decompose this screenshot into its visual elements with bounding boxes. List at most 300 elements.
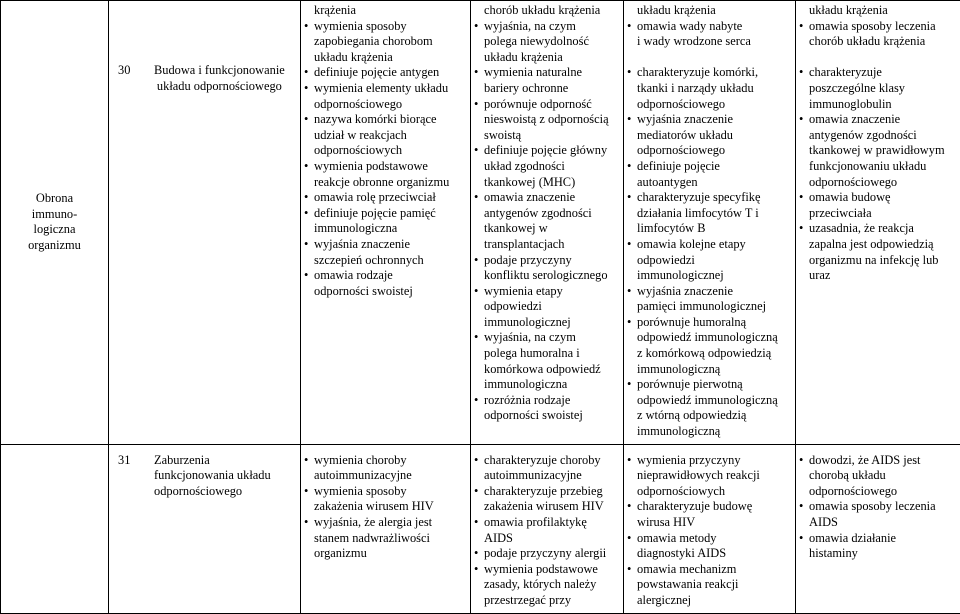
- requirement-text: przeciwciała: [809, 206, 872, 220]
- requirement-text: charakteryzuje specyfikę: [637, 190, 761, 204]
- requirement-text: odpornościowych: [314, 143, 402, 157]
- requirement-line: [474, 65, 620, 81]
- requirement-text: porównuje odporność: [484, 97, 592, 111]
- requirement-line: [304, 112, 467, 128]
- requirement-text: układu krążenia: [484, 50, 563, 64]
- requirement-text: komórkowa odpowiedź: [484, 362, 601, 376]
- requirement-text: omawia znaczenie: [809, 112, 900, 126]
- requirement-line: [627, 65, 792, 81]
- requirement-text: bariery ochronne: [484, 81, 568, 95]
- requirement-line: [474, 159, 620, 175]
- requirement-line: [799, 19, 957, 35]
- topic-line: odpornościowego: [154, 484, 271, 500]
- requirement-line: [474, 362, 620, 378]
- requirement-line: [474, 34, 620, 50]
- requirement-line: [627, 159, 792, 175]
- requirement-line: [304, 499, 467, 515]
- requirement-line: [799, 237, 957, 253]
- requirement-line: [627, 221, 792, 237]
- bullet-icon: •: [627, 562, 637, 578]
- requirements-cell-3: [796, 444, 960, 613]
- bullet-icon: •: [304, 515, 314, 531]
- requirement-line: [799, 3, 957, 19]
- requirement-text: omawia sposoby leczenia: [809, 19, 936, 33]
- requirement-line: [474, 577, 620, 593]
- requirement-line: [474, 468, 620, 484]
- requirement-line: [304, 468, 467, 484]
- requirement-text: podaje przyczyny: [484, 253, 572, 267]
- requirement-line: [799, 128, 957, 144]
- requirement-text: odpornościowego: [809, 484, 897, 498]
- requirement-text: wymienia etapy: [484, 284, 563, 298]
- requirement-line: [627, 515, 792, 531]
- requirement-line: [304, 190, 467, 206]
- bullet-icon: •: [304, 159, 314, 175]
- bullet-icon: •: [627, 531, 637, 547]
- section-title-line: organizmu: [4, 238, 105, 254]
- requirement-text: porównuje humoralną: [637, 315, 746, 329]
- requirement-line: [799, 484, 957, 500]
- requirements-cell-2: [624, 1, 796, 445]
- requirement-line: [627, 577, 792, 593]
- requirement-text: przestrzegać przy: [484, 593, 571, 607]
- requirement-line: [627, 190, 792, 206]
- requirement-text: wymienia naturalne: [484, 65, 582, 79]
- requirement-line: [474, 346, 620, 362]
- requirement-line: [474, 546, 620, 562]
- requirement-text: wyjaśnia, na czym: [484, 330, 576, 344]
- bullet-icon: •: [474, 393, 484, 409]
- bullet-icon: •: [304, 453, 314, 469]
- requirement-text: autoimmunizacyjne: [314, 468, 412, 482]
- bullet-icon: •: [799, 65, 809, 81]
- requirement-line: [304, 128, 467, 144]
- requirement-text: podaje przyczyny alergii: [484, 546, 606, 560]
- requirement-line: [474, 593, 620, 609]
- requirement-line: [304, 237, 467, 253]
- requirement-text: definiuje pojęcie antygen: [314, 65, 439, 79]
- topic-line: Zaburzenia: [154, 453, 271, 469]
- topic-line: funkcjonowania układu: [154, 468, 271, 484]
- requirement-line: [474, 268, 620, 284]
- requirement-text: omawia rolę przeciwciał: [314, 190, 436, 204]
- requirements-cell-3: [796, 1, 960, 445]
- requirement-line: [304, 19, 467, 35]
- requirement-line: [627, 143, 792, 159]
- requirement-text: stanem nadwrażliwości: [314, 531, 430, 545]
- bullet-icon: •: [627, 190, 637, 206]
- requirement-text: wyjaśnia znaczenie: [637, 284, 733, 298]
- requirements-cell-2: [624, 444, 796, 613]
- section-cell: [1, 1, 109, 445]
- requirement-text: poszczególne klasy: [809, 81, 905, 95]
- requirement-line: [627, 112, 792, 128]
- bullet-icon: •: [799, 190, 809, 206]
- requirement-line: [474, 112, 620, 128]
- requirement-line: [627, 3, 792, 19]
- requirement-text: konfliktu serologicznego: [484, 268, 608, 282]
- requirement-line: [474, 81, 620, 97]
- requirement-text: omawia budowę: [809, 190, 891, 204]
- bullet-icon: •: [474, 515, 484, 531]
- bullet-icon: •: [627, 377, 637, 393]
- requirement-text: nazywa komórki biorące: [314, 112, 436, 126]
- requirement-line: [474, 190, 620, 206]
- topic-line: układu odpornościowego: [154, 79, 285, 95]
- topic-line: Budowa i funkcjonowanie: [154, 63, 285, 79]
- requirement-line: [627, 531, 792, 547]
- requirement-line: [799, 65, 957, 81]
- requirement-line: [474, 330, 620, 346]
- requirement-text: omawia profilaktykę: [484, 515, 587, 529]
- requirement-text: omawia znaczenie: [484, 190, 575, 204]
- requirement-line: [799, 175, 957, 191]
- requirement-text: limfocytów B: [637, 221, 706, 235]
- requirement-text: krążenia: [314, 3, 356, 17]
- bullet-icon: •: [474, 65, 484, 81]
- requirement-text: wymienia podstawowe: [314, 159, 428, 173]
- requirement-line: [627, 546, 792, 562]
- requirement-line: [474, 253, 620, 269]
- requirement-text: chorób układu krążenia: [484, 3, 600, 17]
- bullet-icon: •: [799, 19, 809, 35]
- requirement-text: charakteryzuje choroby: [484, 453, 601, 467]
- requirement-text: polega niewydolność: [484, 34, 589, 48]
- bullet-icon: •: [474, 143, 484, 159]
- topic-cell: [109, 1, 301, 445]
- requirement-text: omawia rodzaje: [314, 268, 393, 282]
- requirement-line: [474, 97, 620, 113]
- bullet-icon: •: [474, 562, 484, 578]
- requirement-line: [474, 206, 620, 222]
- requirement-line: [627, 268, 792, 284]
- section-title-line: Obrona: [4, 191, 105, 207]
- requirement-text: omawia działanie: [809, 531, 896, 545]
- requirement-text: odpowiedź immunologiczną: [637, 393, 778, 407]
- topic-cell: [109, 444, 301, 613]
- requirement-text: pamięci immunologicznej: [637, 299, 766, 313]
- requirement-text: immunologiczna: [484, 377, 567, 391]
- requirement-line: [474, 128, 620, 144]
- requirement-line: [627, 299, 792, 315]
- topic-title: [154, 63, 285, 94]
- requirement-line: [474, 562, 620, 578]
- requirement-text: tkanki i narządy układu: [637, 81, 754, 95]
- bullet-icon: •: [799, 221, 809, 237]
- requirement-line: [304, 484, 467, 500]
- requirement-line: [474, 299, 620, 315]
- requirement-line: [474, 484, 620, 500]
- requirement-line: [474, 315, 620, 331]
- requirement-text: uzasadnia, że reakcja: [809, 221, 914, 235]
- requirement-text: szczepień ochronnych: [314, 253, 424, 267]
- requirement-line: [799, 81, 957, 97]
- bullet-icon: •: [799, 112, 809, 128]
- bullet-icon: •: [474, 330, 484, 346]
- lesson-number: 30: [112, 63, 154, 94]
- requirement-line: [474, 453, 620, 469]
- requirement-text: wirusa HIV: [637, 515, 695, 529]
- section-title-line: immuno-: [4, 207, 105, 223]
- requirement-text: definiuje pojęcie główny: [484, 143, 607, 157]
- requirement-text: porównuje pierwotną: [637, 377, 743, 391]
- requirement-text: omawia metody: [637, 531, 717, 545]
- requirement-line: [627, 362, 792, 378]
- requirement-line: [799, 159, 957, 175]
- bullet-icon: •: [627, 65, 637, 81]
- requirement-text: wyjaśnia, że alergia jest: [314, 515, 432, 529]
- requirement-text: wymienia przyczyny: [637, 453, 741, 467]
- requirement-line: [474, 237, 620, 253]
- requirement-text: wymienia choroby: [314, 453, 407, 467]
- requirement-text: zasady, których należy: [484, 577, 596, 591]
- bullet-icon: •: [627, 237, 637, 253]
- topic-title: [154, 453, 271, 500]
- bullet-icon: •: [474, 97, 484, 113]
- bullet-icon: •: [474, 19, 484, 35]
- requirement-text: wyjaśnia, na czym: [484, 19, 576, 33]
- requirement-line: [627, 330, 792, 346]
- bullet-icon: •: [627, 19, 637, 35]
- requirement-text: transplantacjach: [484, 237, 565, 251]
- requirement-text: i wady wrodzone serca: [637, 34, 751, 48]
- requirement-line: [627, 377, 792, 393]
- requirement-text: chorobą układu: [809, 468, 886, 482]
- requirement-text: wymienia elementy układu: [314, 81, 448, 95]
- requirement-text: autoantygen: [637, 175, 698, 189]
- requirement-line: [627, 453, 792, 469]
- requirement-line: [627, 237, 792, 253]
- requirements-cell-0: [301, 444, 471, 613]
- requirement-text: zapalna jest odpowiedzią: [809, 237, 934, 251]
- requirement-text: mediatorów układu: [637, 128, 733, 142]
- requirement-text: immunologiczna: [314, 221, 397, 235]
- requirement-text: immunologicznej: [484, 315, 571, 329]
- requirement-line: [799, 515, 957, 531]
- requirement-text: charakteryzuje przebieg: [484, 484, 603, 498]
- bullet-icon: •: [799, 499, 809, 515]
- requirement-line: [304, 3, 467, 19]
- bullet-icon: •: [627, 453, 637, 469]
- requirement-line: [627, 97, 792, 113]
- bullet-icon: •: [304, 65, 314, 81]
- requirement-line: [474, 19, 620, 35]
- requirement-line: [627, 424, 792, 440]
- bullet-icon: •: [799, 531, 809, 547]
- requirement-line: [304, 253, 467, 269]
- requirement-text: odpornościowego: [809, 175, 897, 189]
- requirement-text: autoimmunizacyjne: [484, 468, 582, 482]
- requirement-line: [304, 221, 467, 237]
- requirement-line: [474, 499, 620, 515]
- requirement-text: odpornościowego: [314, 97, 402, 111]
- requirement-text: odpowiedzi: [637, 253, 695, 267]
- bullet-icon: •: [474, 453, 484, 469]
- requirement-line: [627, 393, 792, 409]
- requirement-text: histaminy: [809, 546, 858, 560]
- bullet-icon: •: [474, 253, 484, 269]
- bullet-icon: •: [627, 284, 637, 300]
- requirement-line: [799, 143, 957, 159]
- requirement-line: [627, 593, 792, 609]
- requirement-text: organizmu: [314, 546, 367, 560]
- section-title-line: logiczna: [4, 222, 105, 238]
- requirement-text: chorób układu krążenia: [809, 34, 925, 48]
- requirement-line: [627, 499, 792, 515]
- requirement-line: [474, 50, 620, 66]
- requirement-line: [304, 206, 467, 222]
- requirement-line: [304, 81, 467, 97]
- requirement-text: charakteryzuje budowę: [637, 499, 752, 513]
- requirement-text: AIDS: [484, 531, 513, 545]
- requirement-text: omawia wady nabyte: [637, 19, 742, 33]
- bullet-icon: •: [799, 453, 809, 469]
- requirement-text: immunoglobulin: [809, 97, 892, 111]
- requirement-text: definiuje pojęcie pamięć: [314, 206, 436, 220]
- requirement-line: [304, 65, 467, 81]
- requirements-cell-0: [301, 1, 471, 445]
- requirement-text: wyjaśnia znaczenie: [314, 237, 410, 251]
- requirement-line: [627, 81, 792, 97]
- requirement-line: [627, 284, 792, 300]
- requirement-text: udział w reakcjach: [314, 128, 407, 142]
- requirement-line: [627, 562, 792, 578]
- requirement-text: definiuje pojęcie: [637, 159, 720, 173]
- requirement-text: omawia sposoby leczenia: [809, 499, 936, 513]
- requirement-text: odpornościowego: [637, 143, 725, 157]
- requirement-text: odpowiedzi: [484, 299, 542, 313]
- requirement-text: omawia mechanizm: [637, 562, 736, 576]
- requirement-text: z komórkową odpowiedzią: [637, 346, 771, 360]
- requirement-line: [474, 284, 620, 300]
- requirement-line: [304, 50, 467, 66]
- requirement-text: organizmu na infekcję lub: [809, 253, 938, 267]
- requirement-text: układu krążenia: [314, 50, 393, 64]
- requirement-line: [627, 34, 792, 50]
- table-row: [1, 444, 960, 613]
- requirement-text: rozróżnia rodzaje: [484, 393, 570, 407]
- requirement-text: zakażenia wirusem HIV: [484, 499, 604, 513]
- requirement-line: [627, 408, 792, 424]
- requirements-cell-1: [471, 444, 624, 613]
- requirement-text: omawia kolejne etapy: [637, 237, 746, 251]
- requirement-line: [474, 377, 620, 393]
- requirement-line: [304, 284, 467, 300]
- requirement-text: działania limfocytów T i: [637, 206, 759, 220]
- requirement-text: tkankowej w: [484, 221, 548, 235]
- bullet-icon: •: [474, 284, 484, 300]
- requirement-line: [304, 97, 467, 113]
- requirement-text: układu krążenia: [809, 3, 888, 17]
- requirement-line: [799, 190, 957, 206]
- requirement-line: [304, 143, 467, 159]
- requirement-line: [627, 206, 792, 222]
- requirement-text: odporności swoistej: [314, 284, 413, 298]
- bullet-icon: •: [627, 159, 637, 175]
- requirement-line: [799, 268, 957, 284]
- bullet-icon: •: [304, 237, 314, 253]
- requirement-text: układ zgodności: [484, 159, 565, 173]
- requirement-line: [304, 175, 467, 191]
- lesson-number: 31: [112, 453, 154, 500]
- requirement-line: [627, 484, 792, 500]
- section-cell-empty: [1, 444, 109, 613]
- requirement-text: tkankowej w prawidłowym: [809, 143, 945, 157]
- bullet-icon: •: [474, 546, 484, 562]
- requirement-line: [304, 34, 467, 50]
- requirement-text: uraz: [809, 268, 830, 282]
- bullet-icon: •: [304, 484, 314, 500]
- bullet-icon: •: [304, 190, 314, 206]
- requirement-line: [304, 531, 467, 547]
- bullet-icon: •: [304, 206, 314, 222]
- bullet-icon: •: [627, 315, 637, 331]
- requirement-line: [799, 468, 957, 484]
- requirement-text: immunologiczną: [637, 362, 720, 376]
- requirement-line: [627, 315, 792, 331]
- requirement-text: odpornościowych: [637, 484, 725, 498]
- requirement-line: [304, 546, 467, 562]
- requirement-line: [627, 346, 792, 362]
- table-row: [1, 1, 960, 445]
- requirement-line: [627, 128, 792, 144]
- requirement-text: odporności swoistej: [484, 408, 583, 422]
- requirement-text: zakażenia wirusem HIV: [314, 499, 434, 513]
- requirement-text: immunologicznej: [637, 268, 724, 282]
- requirement-line: [627, 19, 792, 35]
- requirement-line: [627, 253, 792, 269]
- requirement-text: antygenów zgodności: [809, 128, 917, 142]
- requirement-line: [799, 221, 957, 237]
- requirement-text: diagnostyki AIDS: [637, 546, 726, 560]
- requirement-text: charakteryzuje: [809, 65, 882, 79]
- requirement-line: [474, 515, 620, 531]
- requirement-line: [304, 515, 467, 531]
- requirement-text: funkcjonowaniu układu: [809, 159, 926, 173]
- requirement-text: reakcje obronne organizmu: [314, 175, 449, 189]
- requirement-text: charakteryzuje komórki,: [637, 65, 758, 79]
- requirement-text: dowodzi, że AIDS jest: [809, 453, 921, 467]
- requirement-text: wymienia sposoby: [314, 19, 407, 33]
- requirement-text: wymienia podstawowe: [484, 562, 598, 576]
- requirement-line: [304, 453, 467, 469]
- requirement-line: [474, 143, 620, 159]
- requirement-line: [474, 3, 620, 19]
- requirement-line: [627, 175, 792, 191]
- requirement-text: odpornościowego: [637, 97, 725, 111]
- requirement-text: układu krążenia: [637, 3, 716, 17]
- bullet-icon: •: [627, 112, 637, 128]
- requirement-text: tkankowej (MHC): [484, 175, 575, 189]
- requirement-line: [799, 50, 957, 66]
- bullet-icon: •: [304, 19, 314, 35]
- requirement-line: [799, 97, 957, 113]
- requirement-line: [799, 453, 957, 469]
- requirement-line: [304, 159, 467, 175]
- requirement-text: polega humoralna i: [484, 346, 580, 360]
- requirement-line: [799, 34, 957, 50]
- requirement-line: [799, 112, 957, 128]
- requirement-line: [799, 531, 957, 547]
- bullet-icon: •: [304, 81, 314, 97]
- requirement-text: alergicznej: [637, 593, 691, 607]
- bullet-icon: •: [304, 268, 314, 284]
- requirement-line: [474, 175, 620, 191]
- requirement-line: [474, 531, 620, 547]
- requirement-text: nieswoistą z odpornością: [484, 112, 609, 126]
- requirement-line: [627, 468, 792, 484]
- requirement-text: nieprawidłowych reakcji: [637, 468, 760, 482]
